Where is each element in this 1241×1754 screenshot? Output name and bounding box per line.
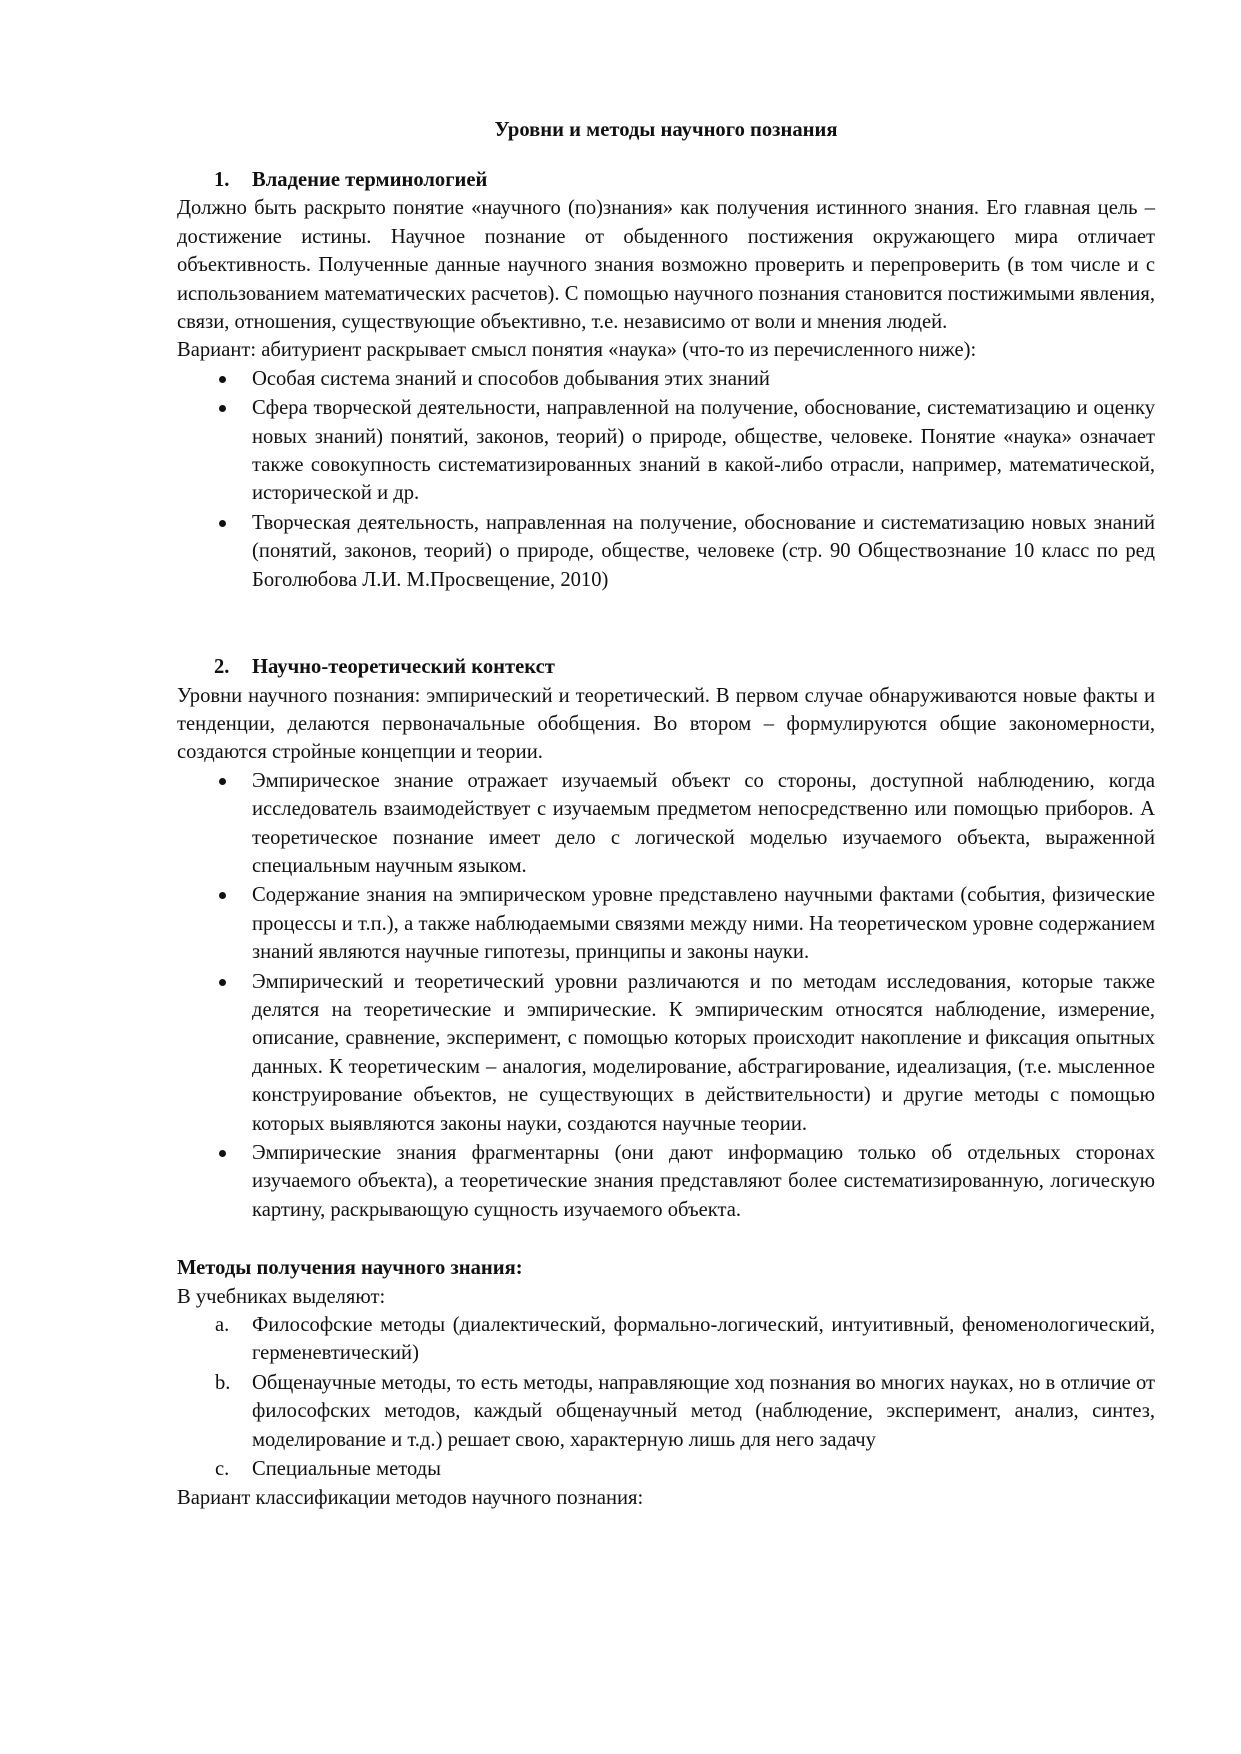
list-item	[177, 365, 1155, 393]
bullet-icon	[177, 968, 252, 1138]
knowledge-levels-list	[177, 767, 1155, 1225]
section-heading-context	[177, 653, 1155, 681]
methods-intro: В учебниках выделяют:	[177, 1285, 386, 1308]
bullet-icon	[177, 394, 252, 508]
variant-intro: Вариант: абитуриент раскрывает смысл понятия «наука» (что-то из перечисленного ниже):	[177, 339, 977, 362]
section-title: Научно-теоретический контекст	[252, 656, 555, 679]
methods-heading: Методы получения научного знания:	[177, 1257, 523, 1280]
document-page	[177, 116, 1155, 1513]
list-item	[177, 767, 1155, 881]
list-item	[177, 509, 1155, 594]
list-item-text: Философские методы (диалектический, формально-логический, интуитивный, феноменологический, герменевтический)	[252, 1314, 1155, 1365]
spacer	[177, 595, 1155, 653]
section-title: Владение терминологией	[252, 169, 488, 191]
list-item	[177, 1311, 1155, 1368]
list-item-text: Эмпирическое знание отражает изучаемый объект со стороны, доступной наблюдению, когда исследователь взаимодействует с изучаемым предметом непосредственно или помощью приборов. А теоретическое познание имеет дело с логической моделью изучаемого объекта, выраженной специальным научным языком.	[252, 769, 1155, 877]
methods-list	[177, 1311, 1155, 1483]
bullet-icon	[177, 509, 252, 594]
list-item	[177, 968, 1155, 1138]
section-heading-terminology	[177, 166, 1155, 194]
list-item-text: Сфера творческой деятельности, направленной на получение, обоснование, систематизацию и оценку новых знаний) понятий, законов, теорий) о природе, обществе, человеке. Понятие «наука» означает также совокупность систематизированных знаний в какой-либо отрасли, например, математической, исторической и др.	[252, 397, 1155, 505]
list-item-text: Общенаучные методы, то есть методы, направляющие ход познания во многих науках, но в отличие от философских методов, каждый общенаучный метод (наблюдение, эксперимент, анализ, синтез, моделирование и т.д.) решает свою, характерную лишь для него задачу	[252, 1371, 1155, 1451]
list-item-text: Эмпирические знания фрагментарны (они дают информацию только об отдельных сторонах изучаемого объекта), а теоретические знания представляют более систематизированную, логическую картину, раскрывающую сущность изучаемого объекта.	[252, 1142, 1155, 1221]
list-item	[177, 394, 1155, 508]
methods-closing: Вариант классификации методов научного познания:	[177, 1487, 644, 1510]
section-paragraph: Должно быть раскрыто понятие «научного (по)знания» как получения истинного знания. Его главная цель – достижение истины. Научное познание от обыденного постижения окружающего мира отличает объективность. Полученные данные научного знания возможно проверить и перепроверить (в том числе и с использованием математических расчетов). С помощью научного познания становится постижимыми явления, связи, отношения, существующие объективно, т.е. независимо от воли и мнения людей.	[177, 197, 1155, 334]
list-item-text: Творческая деятельность, направленная на получение, обоснование и систематизацию новых знаний (понятий, законов, теорий) о природе, обществе, человеке (стр. 90 Обществознание 10 класс по ред Боголюбова Л.И. М.Просвещение, 2010)	[252, 511, 1155, 591]
document-title: Уровни и методы научного познания	[494, 119, 838, 141]
spacer	[177, 1225, 1155, 1254]
list-item	[177, 1455, 1155, 1483]
bullet-icon	[177, 881, 252, 966]
section-number: 1.	[214, 169, 230, 191]
list-item	[177, 881, 1155, 966]
list-item	[177, 1369, 1155, 1454]
section-paragraph: Уровни научного познания: эмпирический и теоретический. В первом случае обнаруживаются новые факты и тенденции, делаются первоначальные обобщения. Во втором – формулируются общие закономерности, создаются стройные концепции и теории.	[177, 684, 1155, 764]
bullet-icon	[177, 767, 252, 881]
list-item-text: Особая система знаний и способов добывания этих знаний	[252, 367, 770, 390]
bullet-icon	[177, 1139, 252, 1224]
list-item	[177, 1139, 1155, 1224]
list-item-text: Содержание знания на эмпирическом уровне представлено научными фактами (события, физические процессы и т.п.), а также наблюдаемыми связями между ними. На теоретическом уровне содержанием знаний являются научные гипотезы, принципы и законы науки.	[252, 884, 1155, 964]
list-marker: a.	[215, 1314, 230, 1337]
science-definition-list	[177, 365, 1155, 594]
section-number: 2.	[214, 656, 230, 679]
list-marker: b.	[215, 1371, 231, 1394]
list-item-text: Эмпирический и теоретический уровни различаются и по методам исследования, которые также делятся на теоретические и эмпирические. К эмпирическим относятся наблюдение, измерение, описание, сравнение, эксперимент, с помощью которых происходит накопление и фиксация опытных данных. К теоретическим – аналогия, моделирование, абстрагирование, идеализация, (т.е. мысленное конструирование объектов, не существующих в действительности) и другие методы с помощью которых выявляются законы науки, создаются научные теории.	[252, 970, 1155, 1135]
bullet-icon	[177, 365, 252, 393]
list-marker: c.	[215, 1458, 230, 1481]
list-item-text: Специальные методы	[252, 1458, 441, 1481]
